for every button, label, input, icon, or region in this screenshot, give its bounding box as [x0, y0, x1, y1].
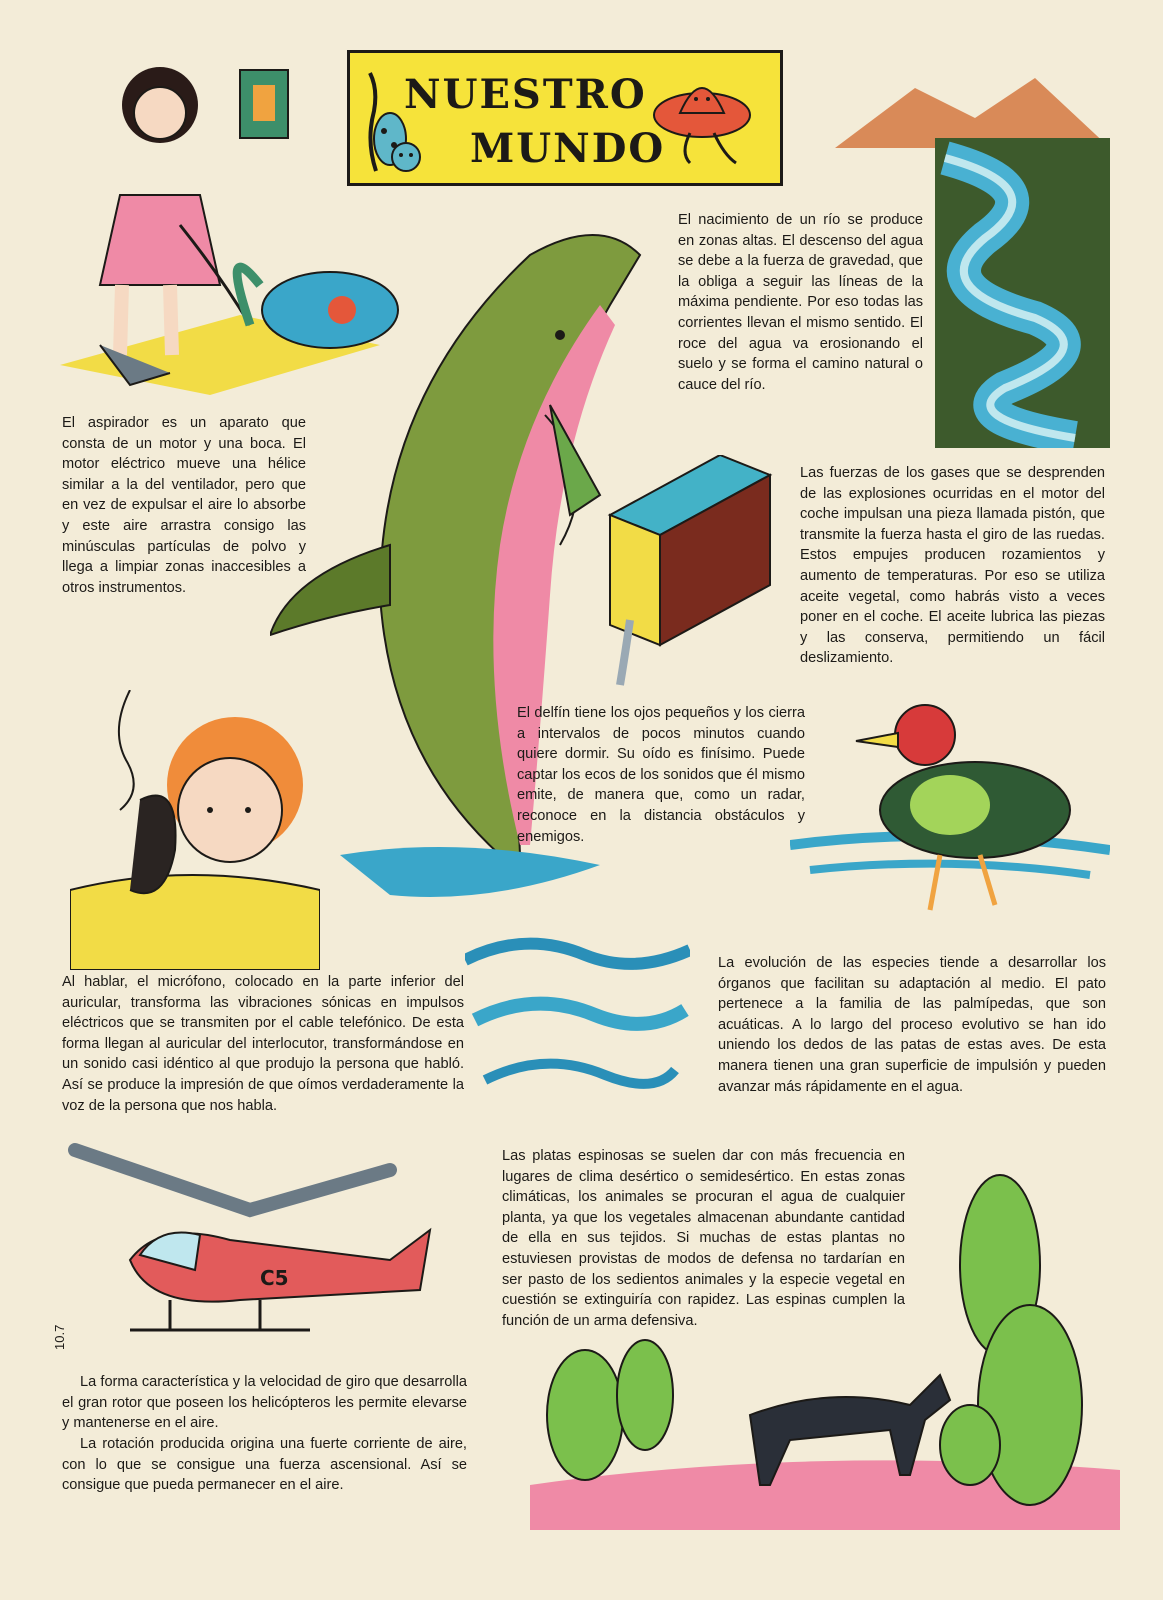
title-line-1: NUESTRO — [404, 71, 647, 118]
boy-phone-illustration — [70, 690, 320, 970]
phone-text: Al hablar, el micrófono, colocado en la parte inferior del auricular, transforma las vibraciones sónicas en impulsos eléctricos que se transmiten por el cable telefónico. De esta forma llegan al auricular del interlocutor, transformándose en un sonido casi idéntico al que produjo la persona que habló. Así se produce la impresión de que oímos verdaderamente la voz de la persona que nos habla. — [62, 974, 464, 1114]
helicopter-text-1: La forma característica y la velocidad de giro que desarrolla el gran rotor que poseen los helicópteros les permite elevarse y mantenerse en el aire. — [62, 1374, 467, 1432]
title-box — [347, 50, 783, 186]
river-text: El nacimiento de un río se produce en zonas altas. El descenso del agua se debe a la fuerza de gravedad, que la obliga a seguir las líneas de la máxima pendiente. Por eso todas las corrientes llevan el mismo sentido. El roce del agua va erosionando el suelo y se forma el camino natural o cauce del río. — [678, 212, 923, 393]
helicopter-text-2: La rotación producida origina una fuerte corriente de aire, con lo que se consigue una fuerza ascensional. Así se consigue que pueda permanecer en el aire. — [62, 1436, 467, 1494]
vacuum-text: El aspirador es un aparato que consta de un motor y una boca. El motor eléctrico mueve una hélice similar a la del ventilador, pero que en vez de expulsar el aire lo absorbe y este aire arrastra consigo las minúsculas partículas de polvo y llega a limpiar zonas inaccesibles a otros instrumentos. — [62, 415, 306, 596]
helicopter-illustration — [60, 1140, 440, 1355]
engine-text: Las fuerzas de los gases que se desprenden de las explosiones ocurridas en el motor del coche impulsan una pieza llamada pistón, que transmite la fuerza hasta el giro de las ruedas. Estos empujes producen rozamientos y aumento de temperaturas. Por eso se utiliza aceite vegetal, como habrás visto a veces poner en el coche. El aceite lubrica las piezas y las conserva, permitiendo un fácil deslizamiento. — [800, 465, 1105, 667]
helicopter-code: C5 — [260, 1266, 289, 1290]
duck-text: La evolución de las especies tiende a desarrollar los órganos que facilitan su adaptación al medio. El pato pertenece a la familia de las palmípedas, que son acuáticas. A lo largo del proceso evolutivo se han ido uniendo los dedos de las patas de estas aves. De esta manera tienen una gran superficie de impulsión y pueden avanzar más rápidamente en el agua. — [718, 955, 1106, 1095]
waves-illustration — [465, 930, 690, 1120]
oil-can-illustration — [600, 455, 780, 690]
duck-illustration — [790, 695, 1110, 935]
cactus-text: Las platas espinosas se suelen dar con más frecuencia en lugares de clima desértico o semidesértico. En estas zonas climáticas, los animales se procuran el agua de cualquier planta, ya que los vegetales almacenan abundante cantidad de ella en sus tejidos. Si muchas de estas plantas no estuviesen provistas de modos de defensa no tardarían en ser pasto de los sedientos animales y la especie vegetal en cuestión se extinguiría con rapidez. Las espinas cumplen la función de un arma defensiva. — [502, 1148, 905, 1329]
dolphin-text: El delfín tiene los ojos pequeños y los cierra a intervalos de pocos minutos cuando quiere dormir. Su oído es finísimo. Puede captar los ecos de los sonidos que él mismo emite, de manera que, como un radar, reconoce en la distancia obstáculos y enemigos. — [517, 705, 805, 845]
page-number: 10.7 — [52, 1324, 67, 1350]
title-line-2: MUNDO — [470, 125, 666, 172]
sombrero-illustration — [650, 63, 770, 181]
